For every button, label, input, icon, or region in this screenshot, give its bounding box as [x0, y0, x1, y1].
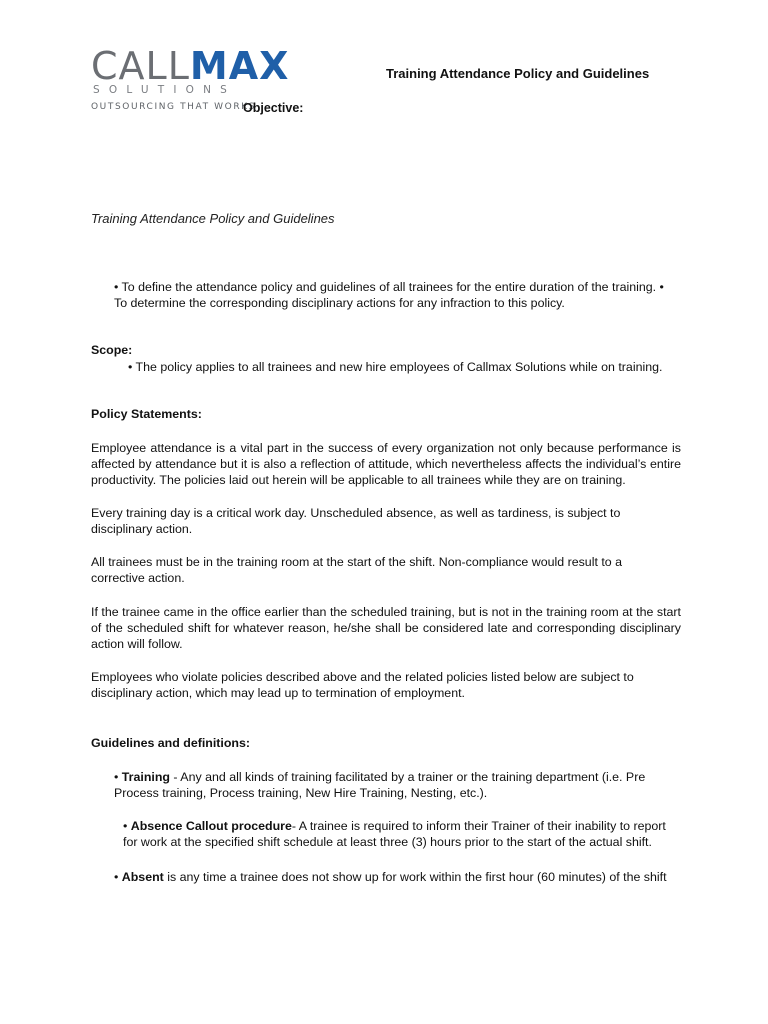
guideline-absent	[114, 869, 694, 885]
guideline-training	[114, 769, 674, 801]
guideline-absent-term: Absent	[121, 870, 164, 884]
policy-paragraph-1: Employee attendance is a vital part in the success of every organization not only because performance is affected by attendance but it is also a reflection of attitude, which nevertheless affects the individual’s entire productivity. The policies laid out herein will be applicable to all trainees while they are on training.	[91, 441, 681, 488]
objective-label: Objective:	[243, 101, 304, 115]
policy-paragraph-3: All trainees must be in the training room at the start of the shift. Non-compliance would result to a corrective action.	[91, 555, 622, 586]
guideline-callout-term: Absence Callout procedure	[130, 819, 292, 833]
policy-paragraph-5: Employees who violate policies described above and the related policies listed below are subject to disciplinary action, which may lead up to termination of employment.	[91, 670, 634, 701]
company-logo	[91, 44, 289, 88]
guideline-training-text: - Any and all kinds of training facilitated by a trainer or the training department (i.e. Pre Process training, Process training, New Hire Training, Nesting, etc.).	[114, 770, 646, 801]
scope-heading: Scope:	[91, 343, 133, 357]
scope-text: • The policy applies to all trainees and new hire employees of Callmax Solutions while on training.	[128, 360, 663, 374]
objective-line-2: To determine the corresponding disciplinary actions for any infraction to this policy.	[114, 296, 565, 310]
document-subtitle: Training Attendance Policy and Guidelines	[91, 211, 335, 226]
bullet-marker: •	[114, 770, 122, 784]
objective-line-1: • To define the attendance policy and guidelines of all trainees for the entire duration of the training. •	[114, 280, 664, 294]
guideline-training-term: Training	[121, 770, 170, 784]
guideline-callout-text: - A trainee is required to inform their Trainer of their inability to report for work at the specified shift schedule at least three (3) hours prior to the start of the actual shift.	[123, 819, 666, 850]
policy-paragraph-2: Every training day is a critical work day. Unscheduled absence, as well as tardiness, is subject to disciplinary action.	[91, 506, 621, 537]
document-title: Training Attendance Policy and Guidelines	[386, 66, 650, 81]
logo-text-max: MAX	[189, 44, 290, 88]
guideline-callout	[123, 818, 683, 850]
logo-subtext: SOLUTIONS	[93, 84, 237, 96]
policy-paragraph-4: If the trainee came in the office earlier than the scheduled training, but is not in the training room at the start of the scheduled shift for whatever reason, he/she shall be considered late and corresponding disciplinary action will follow.	[91, 605, 681, 652]
logo-tagline: OUTSOURCING THAT WORKS	[91, 102, 256, 112]
bullet-marker: •	[123, 819, 131, 833]
policy-heading: Policy Statements:	[91, 407, 202, 421]
guideline-absent-text: is any time a trainee does not show up for work within the first hour (60 minutes) of the shift	[163, 870, 667, 884]
logo-text-call: CALL	[91, 44, 190, 88]
bullet-marker: •	[114, 870, 122, 884]
guidelines-heading: Guidelines and definitions:	[91, 736, 251, 750]
